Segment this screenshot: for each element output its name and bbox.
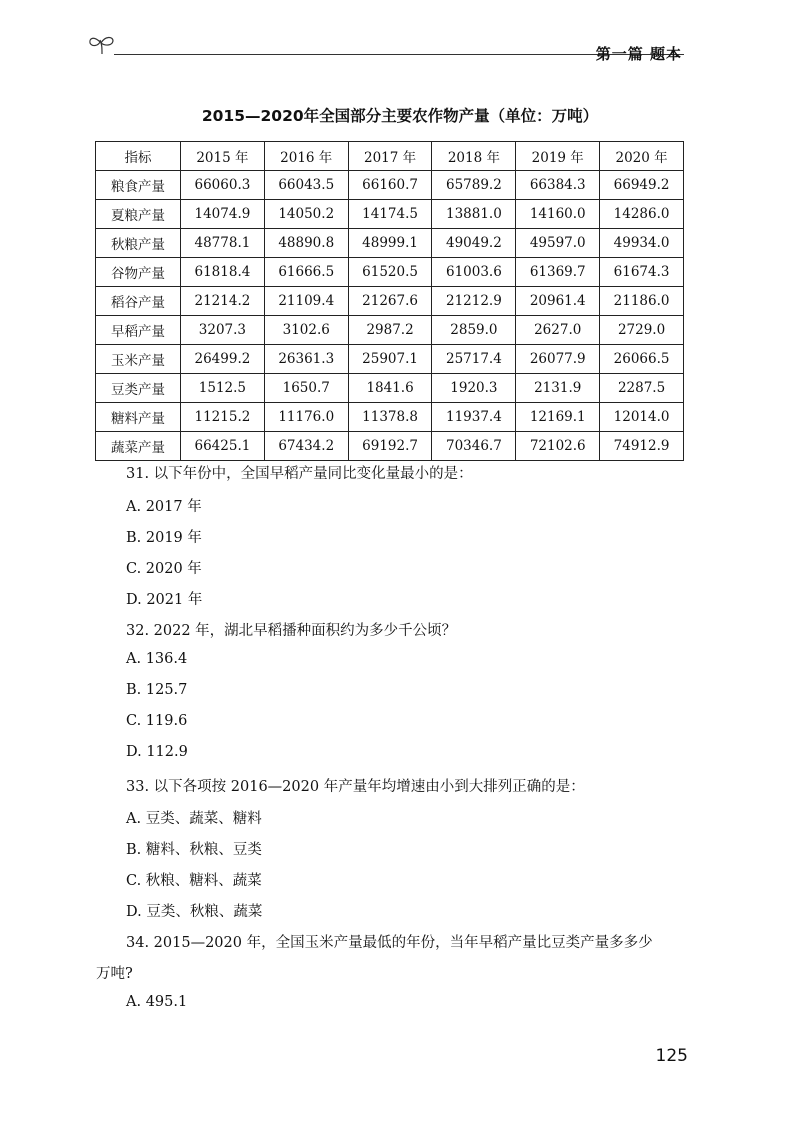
table-cell: 48890.8 [264,229,348,258]
answer-option: A. 豆类、蔬菜、糖料 [126,811,262,827]
table-cell: 2987.2 [348,316,432,345]
table-row [96,316,684,345]
column-header: 2018 年 [432,142,516,171]
table-cell: 61369.7 [516,258,600,287]
sprout-icon [88,34,118,56]
table-row [96,374,684,403]
table-cell: 69192.7 [348,432,432,461]
table-cell: 13881.0 [432,200,516,229]
column-header: 2015 年 [181,142,265,171]
table-cell: 3207.3 [181,316,265,345]
table-cell: 2627.0 [516,316,600,345]
table-cell: 26361.3 [264,345,348,374]
row-label: 夏粮产量 [96,200,181,229]
answer-option: B. 125.7 [126,682,188,698]
table-cell: 65789.2 [432,171,516,200]
answer-option: A. 136.4 [126,651,188,667]
table-cell: 26066.5 [600,345,684,374]
question-stem-continued: 万吨? [96,966,133,982]
table-cell: 21212.9 [432,287,516,316]
table-cell: 48999.1 [348,229,432,258]
table-row [96,171,684,200]
answer-option: C. 119.6 [126,713,188,729]
table-title: 2015—2020年全国部分主要农作物产量（单位：万吨） [201,107,599,125]
table-cell: 21186.0 [600,287,684,316]
row-label: 谷物产量 [96,258,181,287]
table-header-row [96,142,684,171]
question-stem: 33. 以下各项按 2016—2020 年产量年均增速由小到大排列正确的是： [126,779,585,795]
answer-option: A. 2017 年 [126,499,202,515]
table-cell: 14160.0 [516,200,600,229]
answer-option: A. 495.1 [126,994,188,1010]
table-cell: 49049.2 [432,229,516,258]
table-cell: 3102.6 [264,316,348,345]
table-cell: 14074.9 [181,200,265,229]
table-cell: 2859.0 [432,316,516,345]
table-cell: 1512.5 [181,374,265,403]
table-cell: 25717.4 [432,345,516,374]
answer-option: B. 糖料、秋粮、豆类 [126,842,262,858]
table-cell: 61666.5 [264,258,348,287]
table-row [96,432,684,461]
column-header: 指标 [96,142,181,171]
question-stem: 32. 2022 年，湖北早稻播种面积约为多少千公顷？ [126,623,457,639]
table-cell: 61003.6 [432,258,516,287]
answer-option: D. 豆类、秋粮、蔬菜 [126,904,263,920]
table-cell: 66160.7 [348,171,432,200]
table-cell: 66949.2 [600,171,684,200]
table-cell: 11176.0 [264,403,348,432]
row-label: 豆类产量 [96,374,181,403]
table-cell: 14286.0 [600,200,684,229]
table-cell: 70346.7 [432,432,516,461]
table-cell: 25907.1 [348,345,432,374]
table-cell: 61674.3 [600,258,684,287]
answer-option: C. 秋粮、糖料、蔬菜 [126,873,262,889]
table-cell: 61818.4 [181,258,265,287]
column-header: 2016 年 [264,142,348,171]
table-row [96,287,684,316]
table-cell: 14050.2 [264,200,348,229]
section-label: 第一篇 题本 [595,45,682,63]
table-cell: 72102.6 [516,432,600,461]
table-cell: 26077.9 [516,345,600,374]
table-cell: 11937.4 [432,403,516,432]
table-cell: 2729.0 [600,316,684,345]
table-cell: 11215.2 [181,403,265,432]
table-cell: 67434.2 [264,432,348,461]
production-table [95,141,684,461]
table-cell: 21267.6 [348,287,432,316]
row-label: 糖料产量 [96,403,181,432]
table-cell: 11378.8 [348,403,432,432]
column-header: 2020 年 [600,142,684,171]
table-cell: 1841.6 [348,374,432,403]
column-header: 2019 年 [516,142,600,171]
table-cell: 2287.5 [600,374,684,403]
row-label: 蔬菜产量 [96,432,181,461]
table-cell: 21214.2 [181,287,265,316]
table-cell: 1650.7 [264,374,348,403]
answer-option: C. 2020 年 [126,561,202,577]
table-cell: 2131.9 [516,374,600,403]
table-cell: 12014.0 [600,403,684,432]
row-label: 玉米产量 [96,345,181,374]
column-header: 2017 年 [348,142,432,171]
table-cell: 74912.9 [600,432,684,461]
answer-option: D. 2021 年 [126,592,203,608]
page-header [88,34,688,74]
table-cell: 1920.3 [432,374,516,403]
table-row [96,345,684,374]
table-row [96,403,684,432]
table-cell: 49597.0 [516,229,600,258]
table-cell: 66425.1 [181,432,265,461]
table-cell: 66043.5 [264,171,348,200]
table-row [96,229,684,258]
table-cell: 48778.1 [181,229,265,258]
table-row [96,258,684,287]
table-cell: 14174.5 [348,200,432,229]
question-stem: 31. 以下年份中，全国早稻产量同比变化量最小的是： [126,466,473,482]
page-number: 125 [655,1046,688,1066]
row-label: 秋粮产量 [96,229,181,258]
table-cell: 12169.1 [516,403,600,432]
table-cell: 66384.3 [516,171,600,200]
table-cell: 61520.5 [348,258,432,287]
row-label: 稻谷产量 [96,287,181,316]
answer-option: B. 2019 年 [126,530,202,546]
table-cell: 26499.2 [181,345,265,374]
table-cell: 49934.0 [600,229,684,258]
answer-option: D. 112.9 [126,744,188,760]
row-label: 早稻产量 [96,316,181,345]
table-cell: 21109.4 [264,287,348,316]
question-stem: 34. 2015—2020 年，全国玉米产量最低的年份，当年早稻产量比豆类产量多多少 [126,935,653,951]
table-cell: 66060.3 [181,171,265,200]
row-label: 粮食产量 [96,171,181,200]
table-row [96,200,684,229]
table-cell: 20961.4 [516,287,600,316]
